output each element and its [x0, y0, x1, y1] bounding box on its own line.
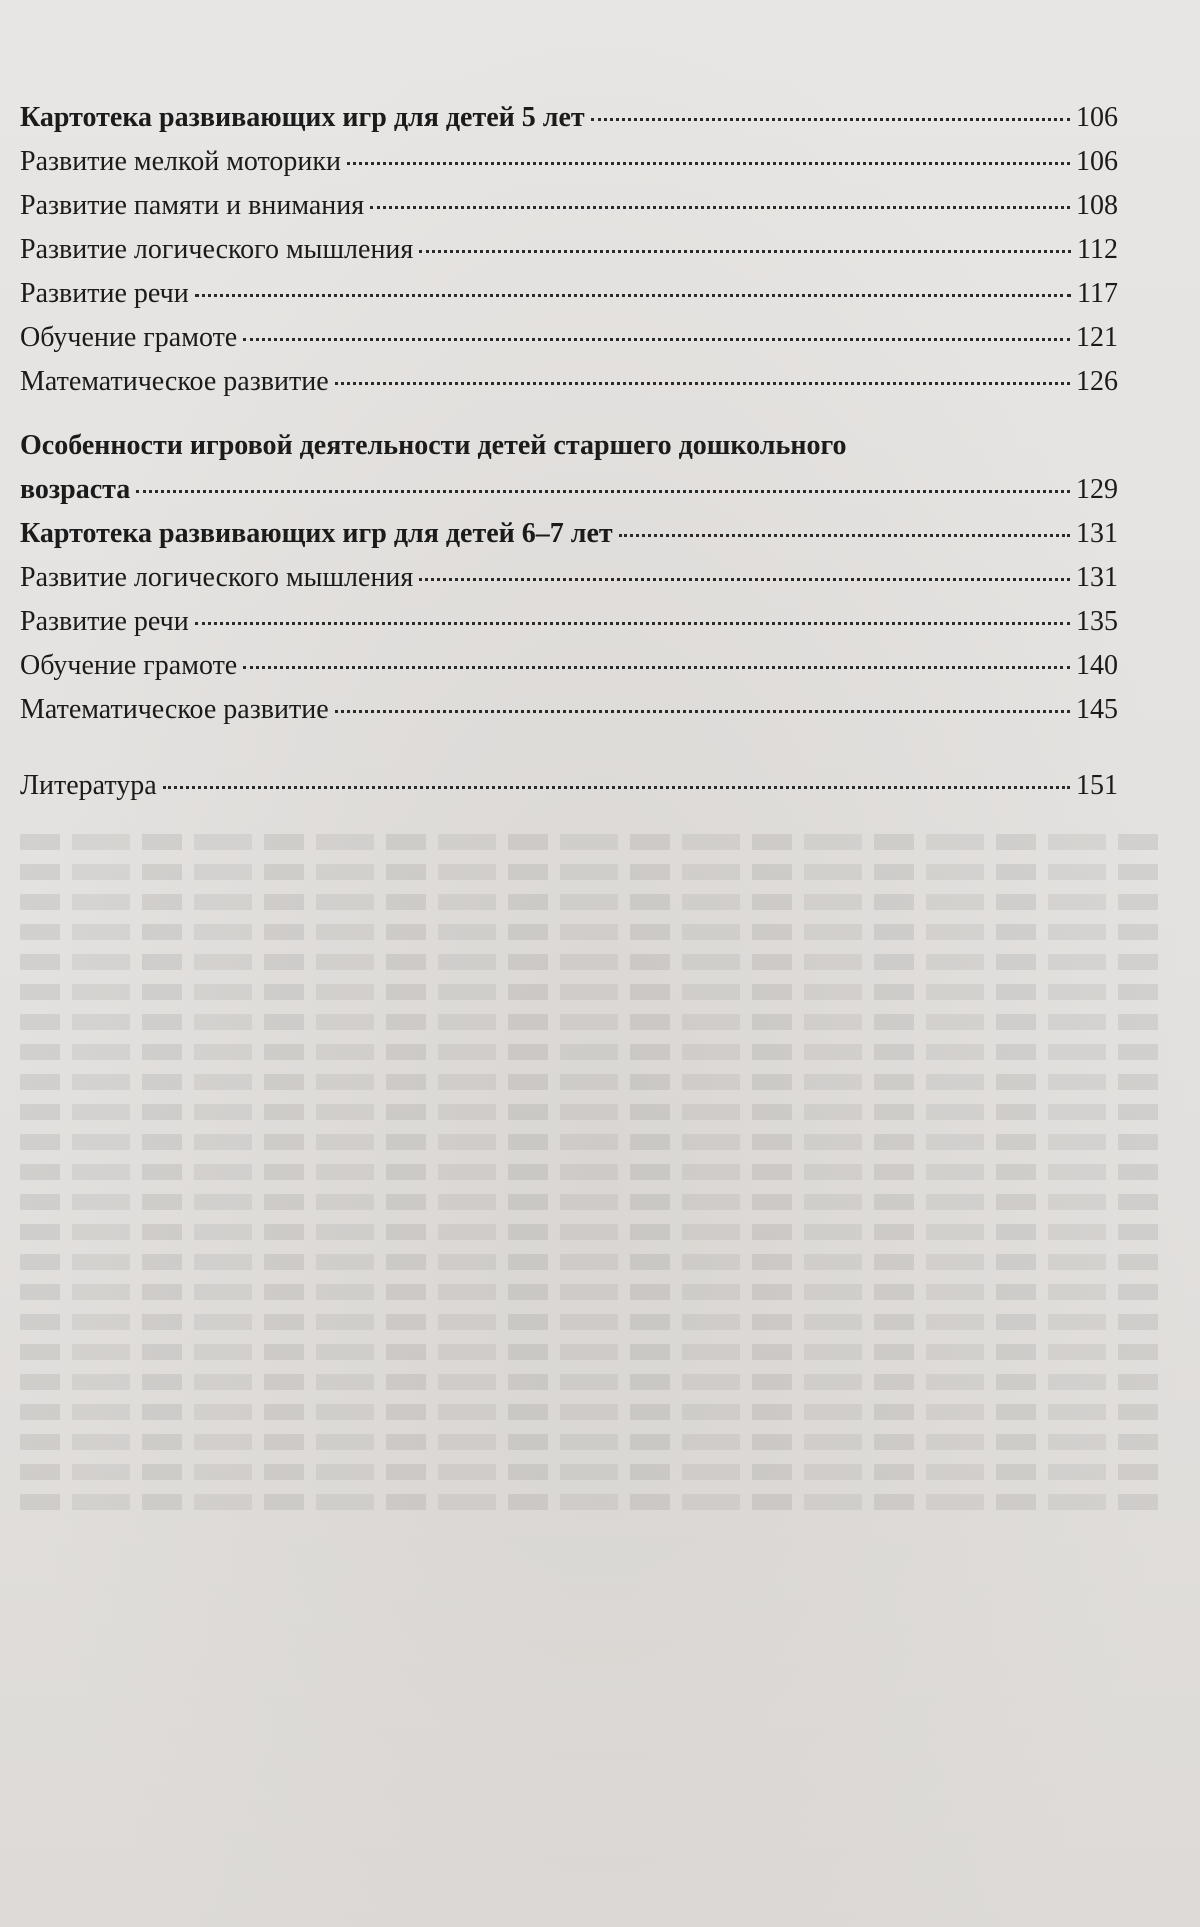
toc-section-title-line1: Особенности игровой деятельности детей старшего дошкольного	[20, 430, 847, 461]
toc-entry	[20, 468, 1118, 512]
toc-entry	[20, 688, 1118, 732]
toc-entry-page: 131	[1076, 518, 1118, 549]
toc-entry-title: Развитие логического мышления	[20, 234, 414, 265]
toc-entry-title: Развитие логического мышления	[20, 562, 414, 593]
dot-leader	[243, 666, 1070, 669]
toc-entry-page: 106	[1076, 102, 1118, 133]
toc-entry-page: 145	[1076, 694, 1118, 725]
dot-leader	[619, 534, 1070, 537]
toc-entry-title: Развитие мелкой моторики	[20, 146, 341, 177]
dot-leader	[136, 490, 1070, 493]
toc-entry-page: 106	[1076, 146, 1118, 177]
toc-entry	[20, 764, 1118, 808]
dot-leader	[335, 382, 1070, 385]
toc-entry-title: Обучение грамоте	[20, 322, 238, 353]
toc-entry	[20, 184, 1118, 228]
toc-entry-page: 131	[1076, 562, 1118, 593]
toc-entry	[20, 96, 1118, 140]
dot-leader	[419, 578, 1070, 581]
table-of-contents	[20, 96, 1118, 808]
dot-leader	[163, 786, 1070, 789]
dot-leader	[243, 338, 1070, 341]
toc-entry-page: 129	[1076, 474, 1118, 505]
dot-leader	[347, 162, 1070, 165]
toc-entry-page: 108	[1076, 190, 1118, 221]
toc-entry-title: Обучение грамоте	[20, 650, 238, 681]
toc-entry	[20, 512, 1118, 556]
toc-entry-title: Развитие речи	[20, 606, 189, 637]
dot-leader	[335, 710, 1070, 713]
toc-entry-title: Картотека развивающих игр для детей 5 лет	[20, 102, 585, 133]
toc-entry-page: 112	[1077, 234, 1118, 265]
toc-entry	[20, 600, 1118, 644]
dot-leader	[591, 118, 1070, 121]
dot-leader	[195, 622, 1070, 625]
toc-entry-page: 121	[1076, 322, 1118, 353]
toc-entry-title: Математическое развитие	[20, 694, 329, 725]
toc-entry-page: 140	[1076, 650, 1118, 681]
toc-entry	[20, 228, 1118, 272]
toc-entry	[20, 272, 1118, 316]
toc-entry	[20, 644, 1118, 688]
toc-entry	[20, 556, 1118, 600]
toc-entry	[20, 140, 1118, 184]
toc-entry-title: Развитие памяти и внимания	[20, 190, 365, 221]
toc-entry-page: 117	[1077, 278, 1118, 309]
toc-entry	[20, 316, 1118, 360]
show-through-text	[20, 820, 1170, 1720]
toc-entry-page: 135	[1076, 606, 1118, 637]
toc-entry	[20, 360, 1118, 404]
toc-entry-page: 126	[1076, 366, 1118, 397]
toc-entry-title: Математическое развитие	[20, 366, 329, 397]
toc-entry-title: Развитие речи	[20, 278, 189, 309]
toc-entry-title: Литература	[20, 770, 157, 801]
toc-section-title-line2: возраста	[20, 474, 131, 505]
toc-entry-page: 151	[1076, 770, 1118, 801]
toc-entry-title: Картотека развивающих игр для детей 6–7 лет	[20, 518, 613, 549]
dot-leader	[419, 250, 1071, 253]
dot-leader	[195, 294, 1071, 297]
dot-leader	[370, 206, 1070, 209]
